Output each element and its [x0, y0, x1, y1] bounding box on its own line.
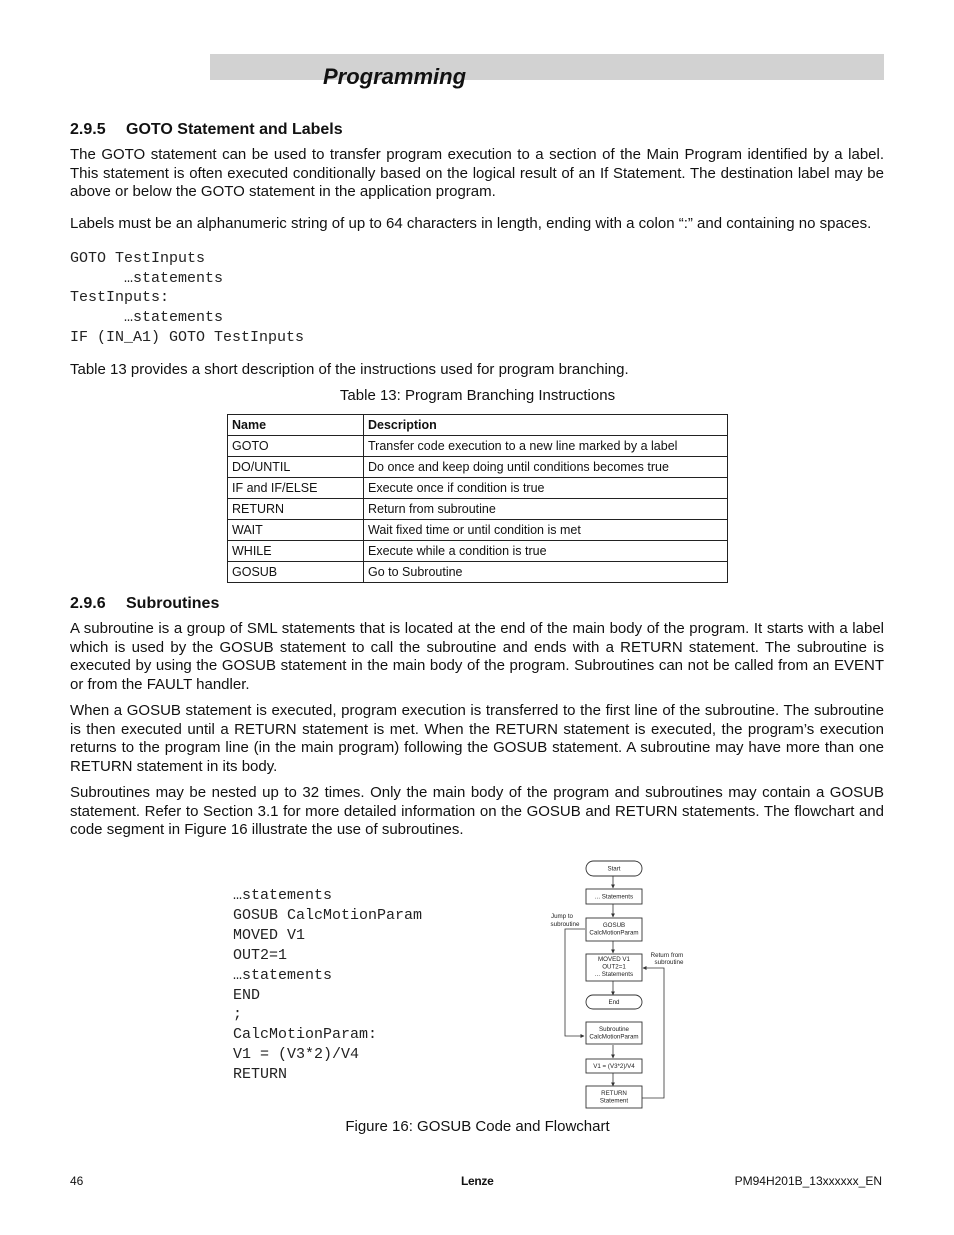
- table-row: [228, 436, 728, 457]
- cell-name: GOSUB: [228, 562, 364, 583]
- cell-name: WAIT: [228, 520, 364, 541]
- lenze-logo: Lenze: [461, 1174, 494, 1188]
- code-block-gosub: …statements GOSUB CalcMotionParam MOVED V1 OUT2=1 …statements END ; CalcMotionParam: V1 = (V3*2)/V4 RETURN: [233, 887, 423, 1084]
- moved-label: ... Statements: [594, 971, 634, 978]
- page-number: 46: [70, 1174, 84, 1188]
- start-label: Start: [607, 865, 621, 873]
- table-row: [228, 499, 728, 520]
- section-heading-296: [70, 595, 219, 613]
- gosub-label: CalcMotionParam: [589, 929, 639, 937]
- cell-description: Transfer code execution to a new line marked by a label: [364, 436, 728, 457]
- table-caption: Table 13: Program Branching Instructions: [339, 387, 616, 404]
- figure-caption: Figure 16: GOSUB Code and Flowchart: [345, 1118, 610, 1135]
- paragraph: Labels must be an alphanumeric string of up to 64 characters in length, ending with a colon “:” and containing no spaces.: [70, 215, 872, 232]
- moved-label: MOVED V1: [598, 956, 630, 963]
- subroutine-label: CalcMotionParam: [589, 1033, 639, 1041]
- jump-annotation: Jump to: [550, 913, 574, 920]
- return-annotation: Return from: [650, 952, 684, 959]
- paragraph: The GOTO statement can be used to transfer program execution to a section of the Main Program identified by a label. This statement is often executed conditionally based on the logical result of an If Statement. The destination label may be above or below the GOTO statement in the application program.: [70, 146, 884, 201]
- column-header: Name: [228, 415, 364, 436]
- header-bar: [210, 54, 884, 80]
- cell-name: RETURN: [228, 499, 364, 520]
- section-title: GOTO Statement and Labels: [126, 121, 343, 138]
- table-row: [228, 562, 728, 583]
- cell-name: GOTO: [228, 436, 364, 457]
- section-title: Subroutines: [126, 595, 220, 612]
- return-label: Statement: [599, 1097, 629, 1105]
- cell-description: Return from subroutine: [364, 499, 728, 520]
- cell-description: Execute once if condition is true: [364, 478, 728, 499]
- paragraph: A subroutine is a group of SML statements that is located at the end of the main body of the program. It starts with a label which is used by the GOSUB statement to call the subroutine and ends with a RETURN statement. The subroutine is executed by using the GOSUB statement in the main body of the program. Subroutines can not be called from an EVENT or from the FAULT handler.: [70, 620, 884, 693]
- moved-label: OUT2=1: [602, 963, 626, 971]
- subroutine-label: Subroutine: [599, 1026, 629, 1033]
- end-label: End: [608, 999, 620, 1006]
- section-heading-295: [70, 121, 343, 139]
- cell-description: Do once and keep doing until conditions becomes true: [364, 457, 728, 478]
- document-id: PM94H201B_13xxxxxx_EN: [734, 1174, 882, 1188]
- section-number: 2.9.5: [70, 121, 106, 138]
- gosub-label: GOSUB: [602, 922, 626, 929]
- paragraph: Subroutines may be nested up to 32 times. Only the main body of the program and subroutines may contain a GOSUB statement. Refer to Section 3.1 for more detailed information on the GOSUB and RETURN statements. The flowchart and code segment in Figure 16 illustrate the use of subroutines.: [70, 784, 884, 839]
- column-header: Description: [364, 415, 728, 436]
- gosub-flowchart: [540, 855, 700, 1113]
- return-label: RETURN: [601, 1090, 627, 1097]
- jump-annotation: subroutine: [550, 921, 580, 928]
- return-annotation: subroutine: [654, 959, 684, 966]
- paragraph: Table 13 provides a short description of the instructions used for program branching.: [70, 361, 629, 378]
- table-row: [228, 520, 728, 541]
- branching-table: [227, 414, 728, 583]
- table-row: [228, 541, 728, 562]
- calc-label: V1 = (V3*2)/V4: [593, 1063, 635, 1070]
- cell-name: DO/UNTIL: [228, 457, 364, 478]
- cell-description: Wait fixed time or until condition is met: [364, 520, 728, 541]
- cell-name: IF and IF/ELSE: [228, 478, 364, 499]
- cell-description: Go to Subroutine: [364, 562, 728, 583]
- paragraph: When a GOSUB statement is executed, program execution is transferred to the first line of the subroutine. The subroutine is then executed until a RETURN statement is met. When the RETURN statement is executed, the program’s execution returns to the program line (in the main program) following the GOSUB statement. A subroutine may have more than one RETURN statement in its body.: [70, 702, 884, 775]
- cell-description: Execute while a condition is true: [364, 541, 728, 562]
- table-row: [228, 478, 728, 499]
- table-header-row: [228, 415, 728, 436]
- cell-name: WHILE: [228, 541, 364, 562]
- table-row: [228, 457, 728, 478]
- code-block-goto: GOTO TestInputs …statements TestInputs: …statements IF (IN_A1) GOTO TestInputs: [70, 250, 305, 346]
- page-title: Programming: [323, 64, 467, 89]
- section-number: 2.9.6: [70, 595, 106, 612]
- statements-label: ... Statements: [594, 893, 634, 901]
